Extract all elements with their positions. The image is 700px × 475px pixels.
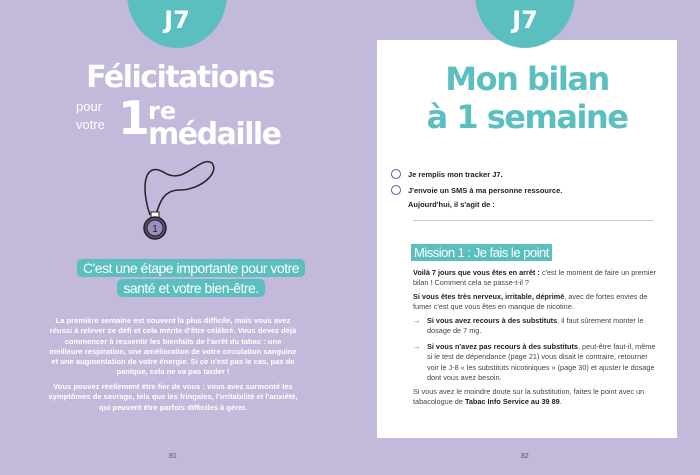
intro-paragraph: La première semaine est souvent la plus difficile, mais vous avez réussi à relever ce défi et cela mérite d'être célébré. Vous devez déjà commencer à ressentir les bienfaits de l'arrêt du tabac : une meilleure respiration, une amélioration de votre circulation sanguine et une augmentation de votre énergie. Si ce n'est pas le cas, pas de panique, cela ne va pas tarder ! xyxy=(49,316,297,377)
day-tab: J7 xyxy=(475,0,575,48)
arrow-icon: → xyxy=(413,342,421,351)
body-paragraph: Voilà 7 jours que vous êtes en arrêt : c'est le moment de faire un premier bilan ! Comment cela se passe-t-il ? xyxy=(413,268,656,288)
day-tab: J7 xyxy=(127,0,227,48)
medal-number: 1 xyxy=(152,224,158,235)
intro-paragraph: Vous pouvez réellement être fier de vous : vous avez surmonté les symptômes de sevrage, tels que les fringales, l'irritabilité et l'anxiété, qui peuvent être parfois difficiles à gérer. xyxy=(48,382,298,412)
body-paragraph: Si vous êtes très nerveux, irritable, déprimé, avec de fortes envies de fumer c'est que vous êtes en manque de nicotine. xyxy=(413,292,648,312)
checkbox-circle-icon[interactable] xyxy=(391,169,401,179)
subtitle-small: pour xyxy=(76,99,103,114)
answer-line[interactable] xyxy=(413,220,653,221)
checklist-item[interactable]: Je remplis mon tracker J7. xyxy=(391,169,503,179)
page-number: 81 xyxy=(169,453,177,460)
checklist-item[interactable]: J'envoie un SMS à ma personne ressource. xyxy=(391,185,562,195)
medal-icon xyxy=(140,155,220,240)
page-title: Félicitations xyxy=(86,60,274,95)
subtitle xyxy=(76,91,296,152)
checkbox-circle-icon[interactable] xyxy=(391,185,401,195)
card-title: Mon bilan à 1 semaine xyxy=(426,60,628,136)
page-number: 82 xyxy=(521,453,529,460)
subtitle-small: votre xyxy=(76,117,105,132)
bilan-card xyxy=(377,40,677,438)
bullet-item: → Si vous n'avez pas recours à des substituts, peut-être faut-il, même si le test de dépendance (page 21) vous disait le contraire, retourner voir le J-8 « les substituts nicotiniques » (page 30) et ajuster le dosage dont vous avez besoin. xyxy=(413,342,656,382)
highlight-text: C'est une étape importante pour votre santé et votre bien-être. xyxy=(76,258,306,298)
bullet-item: → Si vous avez recours à des substituts, il faut sûrement monter le dosage de 7 mg. xyxy=(413,316,644,336)
subtitle-word: médaille xyxy=(148,117,281,152)
arrow-icon: → xyxy=(413,316,421,325)
body-paragraph: Si vous avez le moindre doute sur la substitution, faites le point avec un tabacologue de Tabac Info Service au 39 89. xyxy=(413,387,645,407)
today-label: Aujourd'hui, il s'agit de : xyxy=(408,200,495,209)
subtitle-number: 1 xyxy=(118,91,151,145)
subtitle-sup: re xyxy=(148,97,177,125)
mission-title: Mission 1 : Je fais le point xyxy=(411,244,552,261)
